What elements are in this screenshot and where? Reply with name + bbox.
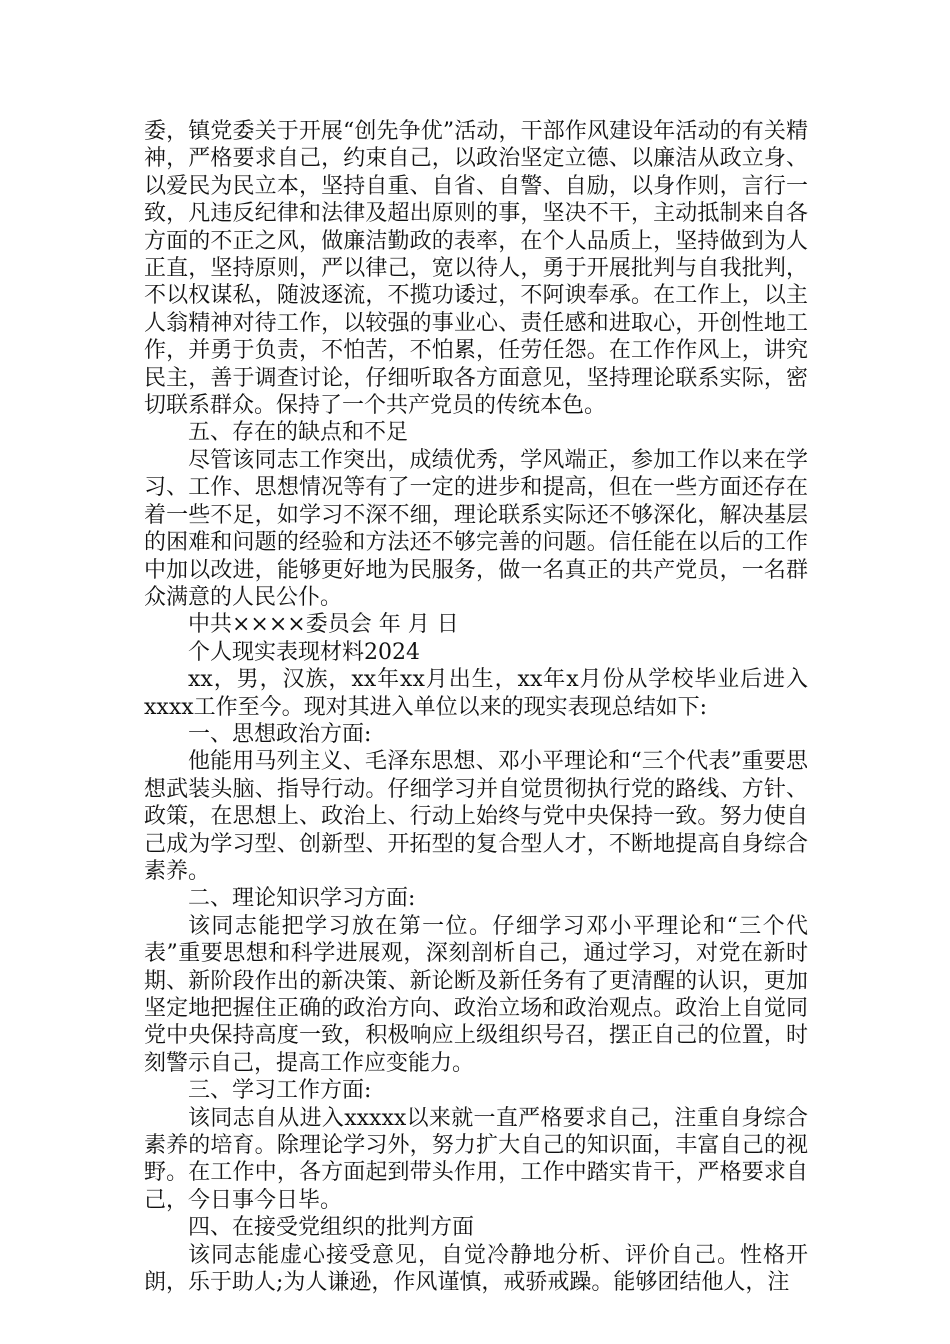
section-heading-shortcomings: 五、存在的缺点和不足 (188, 420, 409, 446)
signature-line: 中共××××委员会 年 月 日 (188, 612, 459, 638)
paragraph-intro: xx，男，汉族，xx年xx月出生，xx年x月份从学校毕业后进入xxxx工作至今。现对其进入单位以来的现实表现总结如下: (144, 667, 808, 720)
section-heading-criticism: 四、在接受党组织的批判方面 (188, 1215, 475, 1241)
paragraph-work: 该同志自从进入xxxxx以来就一直严格要求自己，注重自身综合素养的培育。除理论学习外，努力扩大自己的知识面，丰富自己的视野。在工作中，各方面起到带头作用，工作中踏实肯干，严格要求自己，今日事今日毕。 (144, 1105, 808, 1213)
paragraph-political: 他能用马列主义、毛泽东思想、邓小平理论和“三个代表”重要思想武装头脑、指导行动。仔细学习并自觉贯彻执行党的路线、方针、政策，在思想上、政治上、行动上始终与党中央保持一致。努力使自己成为学习型、创新型、开拓型的复合型人才，不断地提高自身综合素养。 (144, 749, 808, 884)
section-heading-work: 三、学习工作方面: (188, 1078, 372, 1104)
paragraph-criticism: 该同志能虚心接受意见，自觉冷静地分析、评价自己。性格开朗，乐于助人;为人谦逊，作风谨慎，戒骄戒躁。能够团结他人，注 (144, 1242, 808, 1296)
paragraph-shortcomings: 尽管该同志工作突出，成绩优秀，学风端正，参加工作以来在学习、工作、思想情况等有了一定的进步和提高，但在一些方面还存在着一些不足，如学习不深不细，理论联系实际还不够深化，解决基层的困难和问题的经验和方法还不够完善的问题。信任能在以后的工作中加以改进，能够更好地为民服务，做一名真正的共产党员，一名群众满意的人民公仆。 (144, 447, 808, 610)
document-page (144, 118, 808, 1296)
paragraph-theory: 该同志能把学习放在第一位。仔细学习邓小平理论和“三个代表”重要思想和科学进展观，深刻剖析自己，通过学习，对党在新时期、新阶段作出的新决策、新论断及新任务有了更清醒的认识，更加坚定地把握住正确的政治方向、政治立场和政治观点。政治上自觉同党中央保持高度一致，积极响应上级组织号召，摆正自己的位置，时刻警示自己，提高工作应变能力。 (144, 913, 808, 1076)
document-title: 个人现实表现材料2024 (188, 639, 420, 665)
section-heading-political: 一、思想政治方面: (188, 721, 372, 747)
section-heading-theory: 二、理论知识学习方面: (188, 886, 416, 912)
paragraph-continuation: 委，镇党委关于开展“创先争优”活动，干部作风建设年活动的有关精神，严格要求自己，约束自己，以政治坚定立德、以廉洁从政立身、以爱民为民立本，坚持自重、自省、自警、自励，以身作则，言行一致，凡违反纪律和法律及超出原则的事，坚决不干，主动抵制来自各方面的不正之风，做廉洁勤政的表率，在个人品质上，坚持做到为人正直，坚持原则，严以律己，宽以待人，勇于开展批判与自我批判，不以权谋私，随波逐流，不揽功诿过，不阿谀奉承。在工作上，以主人翁精神对待工作，以较强的事业心、责任感和进取心，开创性地工作，并勇于负责，不怕苦，不怕累，任劳任怨。在工作作风上，讲究民主，善于调查讨论，仔细听取各方面意见，坚持理论联系实际，密切联系群众。保持了一个共产党员的传统本色。 (144, 119, 808, 419)
